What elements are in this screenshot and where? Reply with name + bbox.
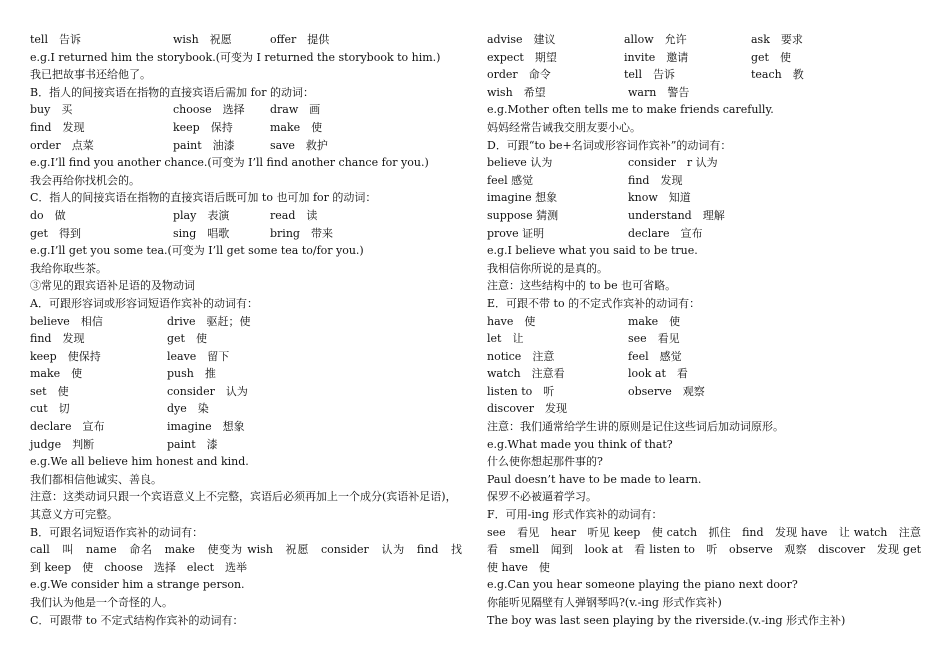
right-line-4: e.g.Mother often tells me to make friends carefully. <box>487 103 774 117</box>
right-line-23: e.g.What made you think of that? <box>487 437 673 451</box>
left-line-21 <box>30 400 462 418</box>
vocab-entry: push 推 <box>167 367 216 381</box>
vocab-entry: find 发现 <box>628 173 683 187</box>
vocab-entry: watch 注意看 <box>487 367 565 381</box>
vocab-entry: choose 选择 <box>173 103 245 117</box>
left-line-31: 我们认为他是一个奇怪的人。 <box>30 596 173 609</box>
left-line-8: 我会再给你找机会的。 <box>30 173 140 187</box>
right-line-33: The boy was last seen playing by the riverside.(v.-ing 形式作主补) <box>487 613 846 627</box>
vocab-entry: get 得到 <box>30 226 81 240</box>
left-line-30: e.g.We consider him a strange person. <box>30 578 245 592</box>
vocab-entry: believe 认为 <box>487 156 553 170</box>
vocab-entry: expect 期望 <box>487 50 557 64</box>
left-line-16 <box>30 313 462 331</box>
vocab-entry: declare 宣布 <box>30 420 105 434</box>
vocab-entry: declare 宣布 <box>628 226 703 240</box>
vocab-entry: tell 告诉 <box>30 33 81 46</box>
vocab-entry: read 读 <box>270 208 318 222</box>
vocab-entry: notice 注意 <box>487 349 555 363</box>
right-line-8 <box>487 172 921 190</box>
vocab-entry: imagine 想象 <box>487 191 558 205</box>
right-line-31: e.g.Can you hear someone playing the piano next door? <box>487 578 798 592</box>
vocab-entry: believe 相信 <box>30 314 103 328</box>
right-line-22: 注意：我们通常给学生讲的原则是记住这些词后加动词原形。 <box>487 420 784 434</box>
vocab-entry: wish 祝愿 <box>173 33 232 46</box>
vocab-entry: understand 理解 <box>628 208 725 222</box>
right-line-13: 我相信你所说的是真的。 <box>487 261 608 275</box>
vocab-entry: save 救护 <box>270 138 328 152</box>
right-line-29: 看 smell 闻到 look at 看 listen to 听 observe 观察 discover 发现 get <box>487 543 921 557</box>
vocab-entry: get 使 <box>167 332 207 346</box>
vocab-entry: play 表演 <box>173 208 230 222</box>
vocab-entry: do 做 <box>30 208 66 222</box>
vocab-entry: get 使 <box>751 50 791 64</box>
vocab-entry: find 发现 <box>30 332 85 346</box>
right-line-7 <box>487 154 921 172</box>
vocab-entry: make 使 <box>270 120 323 134</box>
right-line-32: 你能听见隔壁有人弹钢琴吗?(v.-ing 形式作宾补) <box>487 596 722 609</box>
vocab-entry: judge 判断 <box>30 437 95 451</box>
right-line-20 <box>487 383 921 401</box>
right-line-21: discover 发现 <box>487 402 567 416</box>
left-line-29: 到 keep 使 choose 选择 elect 选举 <box>30 560 247 574</box>
vocab-entry: feel 感觉 <box>487 173 534 187</box>
vocab-entry: look at 看 <box>628 367 688 381</box>
vocab-entry: keep 保持 <box>173 120 233 134</box>
right-line-10 <box>487 207 921 225</box>
vocab-entry: consider 认为 <box>167 384 248 398</box>
right-line-17 <box>487 330 921 348</box>
right-line-0 <box>487 31 921 49</box>
left-line-18 <box>30 348 462 366</box>
right-line-6: D．可跟“to be+名词或形容词作宾补”的动词有： <box>487 138 732 152</box>
right-line-19 <box>487 365 921 383</box>
left-line-4 <box>30 101 462 119</box>
vocab-entry: order 命令 <box>487 68 551 82</box>
left-line-7: e.g.I’ll find you another chance.(可变为 I’ll find another chance for you.) <box>30 156 429 170</box>
right-line-16 <box>487 313 921 331</box>
left-line-10 <box>30 207 462 225</box>
left-line-17 <box>30 330 462 348</box>
left-line-5 <box>30 119 462 137</box>
right-line-3 <box>487 84 921 102</box>
vocab-entry: dye 染 <box>167 402 209 416</box>
vocab-entry: tell 告诉 <box>624 68 675 82</box>
left-line-13: 我给你取些茶。 <box>30 261 107 275</box>
right-line-12: e.g.I believe what you said to be true. <box>487 244 698 258</box>
vocab-entry: invite 邀请 <box>624 50 689 64</box>
vocab-entry: draw 画 <box>270 103 321 117</box>
right-line-5: 妈妈经常告诫我交朋友要小心。 <box>487 120 641 134</box>
left-column <box>30 31 462 629</box>
right-line-9 <box>487 189 921 207</box>
vocab-entry: paint 漆 <box>167 437 218 451</box>
vocab-entry: sing 唱歌 <box>173 226 230 240</box>
vocab-entry: drive 驱赶；使 <box>167 314 251 328</box>
left-line-32: C．可跟带 to 不定式结构作宾补的动词有： <box>30 613 244 627</box>
left-line-19 <box>30 365 462 383</box>
right-line-30: 使 have 使 <box>487 560 550 574</box>
left-line-24: e.g.We all believe him honest and kind. <box>30 455 249 469</box>
vocab-entry: cut 切 <box>30 402 70 416</box>
vocab-entry: teach 教 <box>751 68 804 82</box>
vocab-entry: allow 允许 <box>624 33 687 46</box>
vocab-entry: imagine 想象 <box>167 420 245 434</box>
vocab-entry: consider r 认为 <box>628 156 718 170</box>
vocab-entry: order 点菜 <box>30 138 94 152</box>
left-line-25: 我们都相信他诚实、善良。 <box>30 472 162 486</box>
left-line-14: ③常见的跟宾语补足语的及物动词 <box>30 279 195 293</box>
left-line-0 <box>30 31 462 49</box>
right-line-11 <box>487 225 921 243</box>
left-line-26: 注意：这类动词只跟一个宾语意义上不完整，宾语后必须再加上一个成分(宾语补足语)，其意义方可完整。 <box>30 490 457 522</box>
vocab-entry: find 发现 <box>30 120 85 134</box>
vocab-entry: advise 建议 <box>487 33 556 46</box>
left-line-2: 我已把故事书还给他了。 <box>30 68 151 82</box>
vocab-entry: make 使 <box>30 367 83 381</box>
vocab-entry: feel 感觉 <box>628 349 682 363</box>
vocab-entry: observe 观察 <box>628 384 705 398</box>
vocab-entry: ask 要求 <box>751 33 803 46</box>
right-line-2 <box>487 66 921 84</box>
vocab-entry: keep 使保持 <box>30 349 101 363</box>
vocab-entry: warn 警告 <box>628 85 690 99</box>
right-line-15: E．可跟不带 to 的不定式作宾补的动词有： <box>487 296 701 310</box>
vocab-entry: let 让 <box>487 332 524 346</box>
right-line-24: 什么使你想起那件事的? <box>487 455 603 469</box>
vocab-entry: bring 带来 <box>270 226 333 240</box>
right-line-25: Paul doesn’t have to be made to learn. <box>487 472 702 486</box>
left-line-28: call 叫 name 命名 make 使变为 wish 祝愿 consider 认为 find 找 <box>30 543 462 557</box>
left-line-9: C．指人的间接宾语在指物的直接宾语后既可加 to 也可加 for 的动词： <box>30 191 377 205</box>
left-line-12: e.g.I’ll get you some tea.(可变为 I’ll get some tea to/for you.) <box>30 244 364 258</box>
right-line-1 <box>487 49 921 67</box>
vocab-entry: have 使 <box>487 314 536 328</box>
right-line-28: see 看见 hear 听见 keep 使 catch 抓住 find 发现 have 让 watch 注意 <box>487 525 921 539</box>
left-line-3: B．指人的间接宾语在指物的直接宾语后需加 for 的动词： <box>30 85 315 99</box>
vocab-entry: buy 买 <box>30 103 73 117</box>
left-line-27: B．可跟名词短语作宾补的动词有： <box>30 525 204 539</box>
right-line-18 <box>487 348 921 366</box>
vocab-entry: offer 提供 <box>270 33 330 46</box>
left-line-23 <box>30 436 462 454</box>
vocab-entry: paint 油漆 <box>173 138 235 152</box>
left-line-1: e.g.I returned him the storybook.(可变为 I returned the storybook to him.) <box>30 50 441 64</box>
vocab-entry: set 使 <box>30 384 69 398</box>
vocab-entry: suppose 猜测 <box>487 208 559 222</box>
vocab-entry: leave 留下 <box>167 349 230 363</box>
right-line-27: F．可用-ing 形式作宾补的动词有： <box>487 508 663 522</box>
right-line-14: 注意：这些结构中的 to be 也可省略。 <box>487 279 677 293</box>
right-column <box>487 31 921 629</box>
vocab-entry: prove 证明 <box>487 226 545 240</box>
right-line-26: 保罗不必被逼着学习。 <box>487 490 597 504</box>
vocab-entry: make 使 <box>628 314 681 328</box>
left-line-22 <box>30 418 462 436</box>
left-line-15: A．可跟形容词或形容词短语作宾补的动词有： <box>30 296 258 310</box>
left-line-20 <box>30 383 462 401</box>
vocab-entry: know 知道 <box>628 191 691 205</box>
vocab-entry: listen to 听 <box>487 384 555 398</box>
vocab-entry: wish 希望 <box>487 85 546 99</box>
left-line-11 <box>30 225 462 243</box>
left-line-6 <box>30 137 462 155</box>
vocab-entry: see 看见 <box>628 332 680 346</box>
